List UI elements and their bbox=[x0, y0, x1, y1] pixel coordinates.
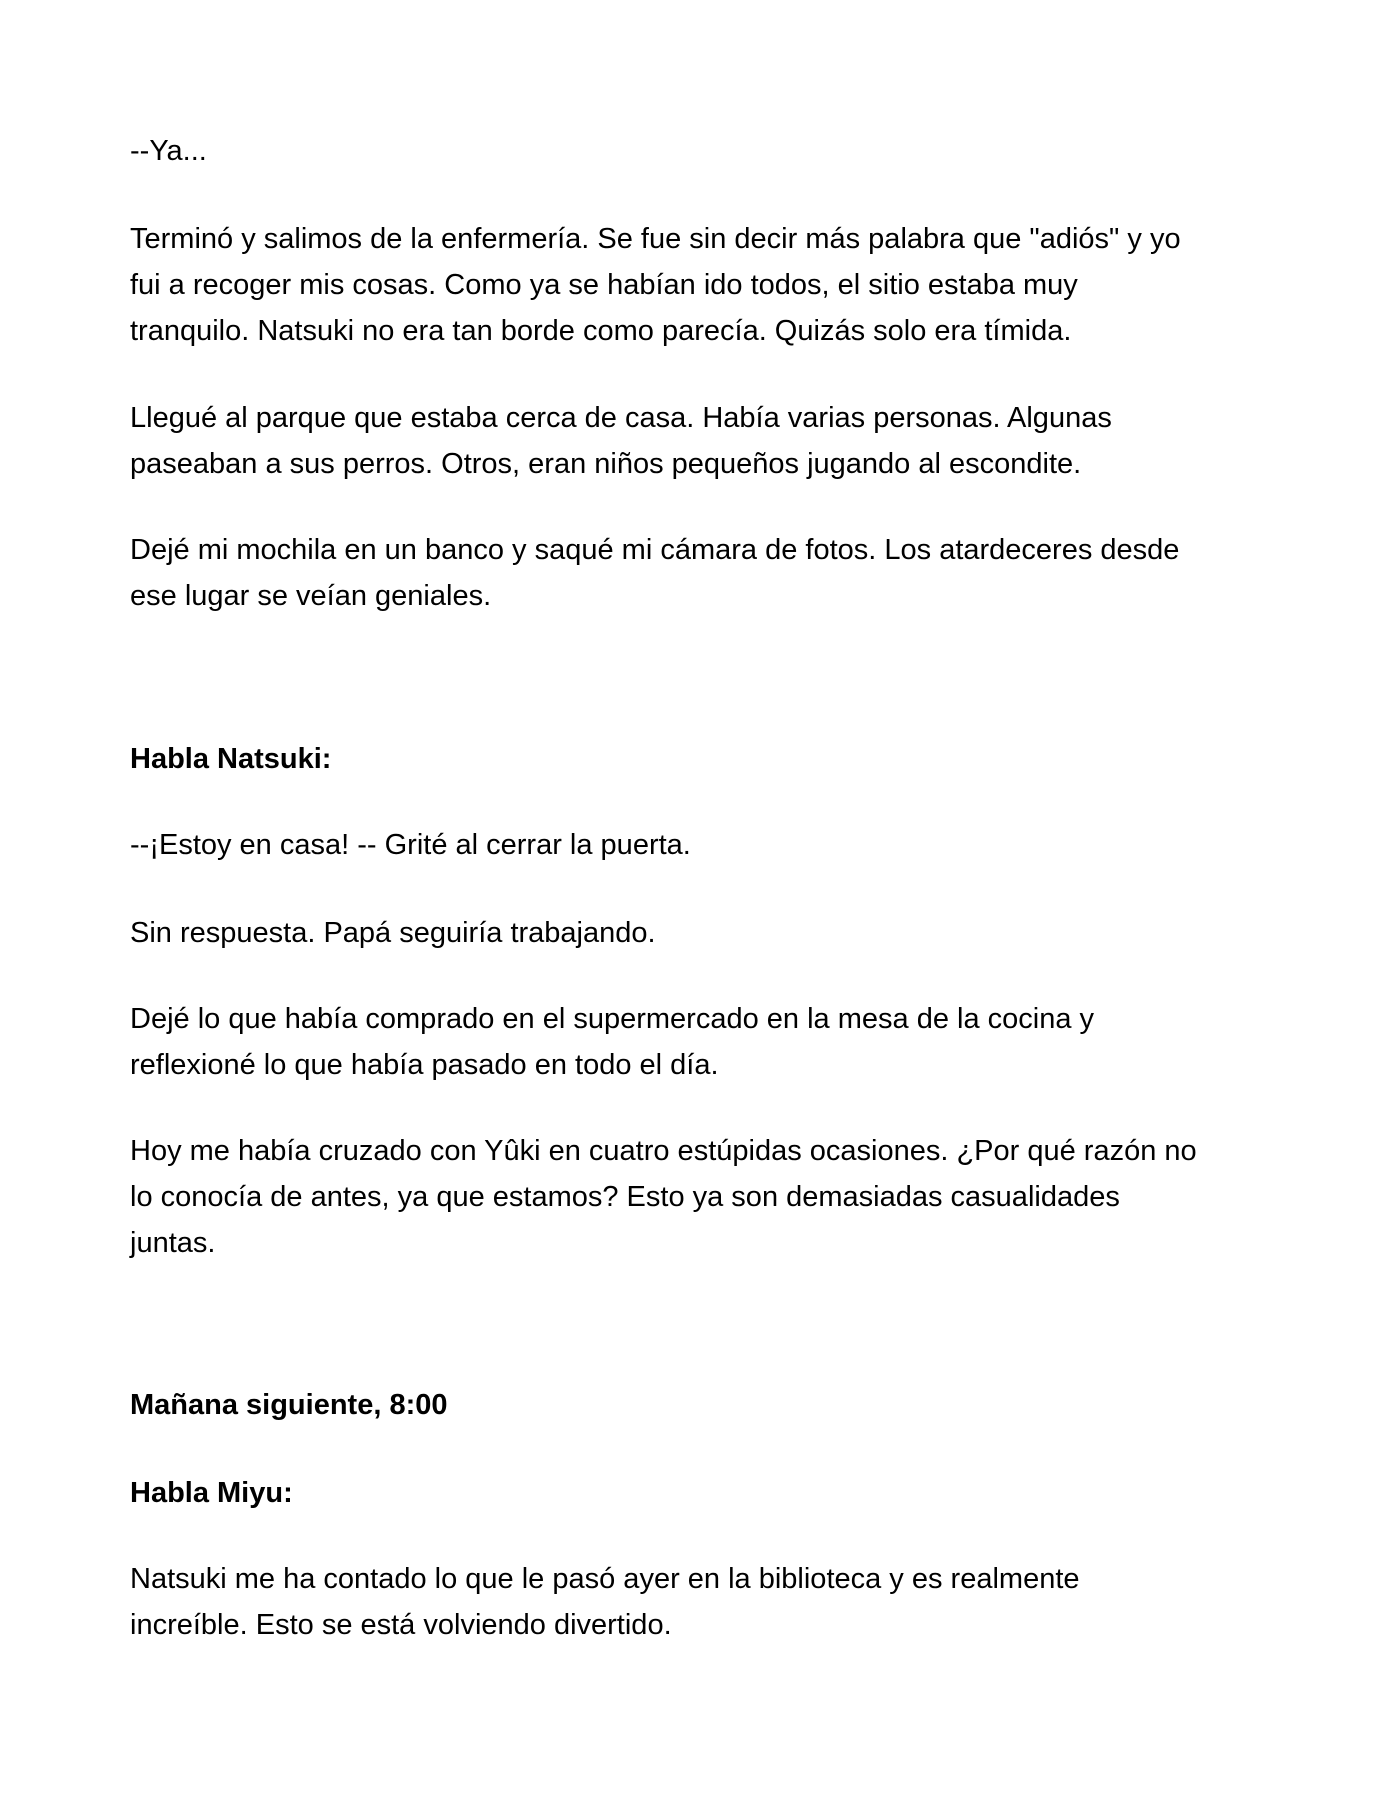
heading-manana-siguiente bbox=[130, 1382, 1270, 1428]
paragraph-line: tranquilo. Natsuki no era tan borde como parecía. Quizás solo era tímida. bbox=[130, 315, 1072, 347]
paragraph-line: Llegué al parque que estaba cerca de casa. Había varias personas. Algunas bbox=[130, 402, 1112, 434]
paragraph-line: ese lugar se veían geniales. bbox=[130, 580, 492, 612]
heading-habla-miyu bbox=[130, 1470, 1270, 1516]
heading-line: Mañana siguiente, 8:00 bbox=[130, 1389, 448, 1421]
paragraph-line: paseaban a sus perros. Otros, eran niños pequeños jugando al escondite. bbox=[130, 448, 1082, 480]
paragraph-enfermeria bbox=[130, 216, 1270, 354]
document-page bbox=[130, 0, 1270, 1812]
heading-line: Habla Miyu: bbox=[130, 1477, 293, 1509]
paragraph-line: reflexioné lo que había pasado en todo el día. bbox=[130, 1049, 719, 1081]
paragraph-line: Terminó y salimos de la enfermería. Se fue sin decir más palabra que "adiós" y yo bbox=[130, 223, 1181, 255]
heading-habla-natsuki bbox=[130, 736, 1270, 782]
paragraph-estoy-en-casa bbox=[130, 822, 1270, 868]
paragraph-line: --Ya... bbox=[130, 135, 207, 167]
paragraph-line: Dejé lo que había comprado en el supermercado en la mesa de la cocina y bbox=[130, 1003, 1095, 1035]
paragraph-line: fui a recoger mis cosas. Como ya se habían ido todos, el sitio estaba muy bbox=[130, 269, 1078, 301]
paragraph-sin-respuesta bbox=[130, 910, 1270, 956]
paragraph-ya bbox=[130, 128, 1270, 174]
paragraph-line: Sin respuesta. Papá seguiría trabajando. bbox=[130, 917, 656, 949]
paragraph-yuki bbox=[130, 1128, 1270, 1266]
paragraph-line: Hoy me había cruzado con Yûki en cuatro estúpidas ocasiones. ¿Por qué razón no bbox=[130, 1135, 1197, 1167]
paragraph-line: increíble. Esto se está volviendo divertido. bbox=[130, 1609, 672, 1641]
paragraph-line: lo conocía de antes, ya que estamos? Esto ya son demasiadas casualidades bbox=[130, 1181, 1120, 1213]
paragraph-mochila bbox=[130, 527, 1270, 619]
paragraph-line: Natsuki me ha contado lo que le pasó ayer en la biblioteca y es realmente bbox=[130, 1563, 1080, 1595]
paragraph-parque bbox=[130, 395, 1270, 487]
paragraph-line: juntas. bbox=[130, 1227, 216, 1259]
heading-line: Habla Natsuki: bbox=[130, 743, 332, 775]
paragraph-line: --¡Estoy en casa! -- Grité al cerrar la puerta. bbox=[130, 829, 691, 861]
paragraph-line: Dejé mi mochila en un banco y saqué mi cámara de fotos. Los atardeceres desde bbox=[130, 534, 1180, 566]
paragraph-biblioteca bbox=[130, 1556, 1270, 1648]
paragraph-supermercado bbox=[130, 996, 1270, 1088]
